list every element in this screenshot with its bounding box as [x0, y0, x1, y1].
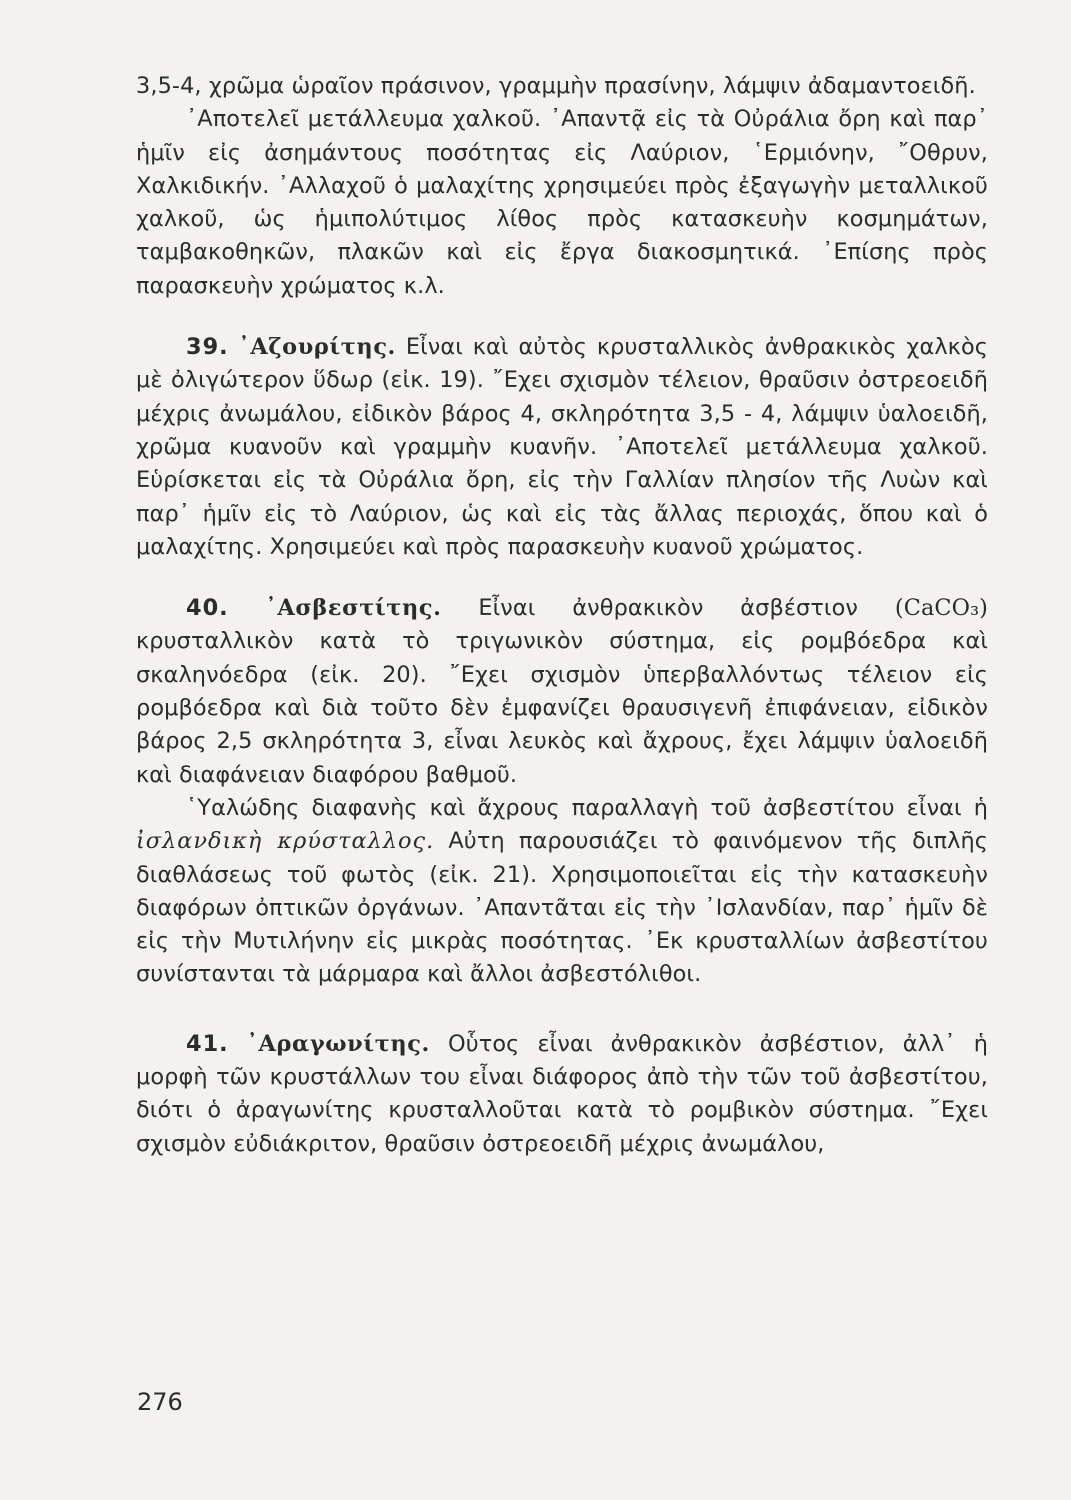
- section-39-paragraph: [136, 331, 988, 564]
- section-40-term: ᾿Ασβεστίτης.: [265, 595, 442, 622]
- section-gap: [136, 992, 988, 1028]
- section-40-text-before: Εἶναι ἀνθρακικὸν ἀσβέστιον: [478, 595, 858, 622]
- section-40-paragraph-2: [136, 792, 988, 992]
- section-40-p2-after: Αὐτη παρουσιάζει τὸ φαινόμενον τῆς διπλῆς διαθλάσεως τοῦ φωτὸς (εἰκ. 21). Χρησιμοποιεῖται εἰς τὴν κατασκευὴν διαφόρων ὀπτικῶν ὀργάνων. ᾿Απαντᾶται εἰς τὴν ᾿Ισλανδίαν, παρ᾿ ἡμῖν δὲ εἰς τὴν Μυτιλήνην εἰς μικρὰς ποσότητας. ᾿Εκ κρυσταλλίων ἀσβεστίτου συνίστανται τὰ μάρμαρα καὶ ἄλλοι ἀσβεστόλιθοι.: [136, 828, 989, 988]
- page-number: 276: [137, 1388, 183, 1416]
- page-body: [136, 70, 988, 1161]
- section-41-text: Οὗτος εἶναι ἀνθρακικὸν ἀσβέστιον, ἀλλ᾿ ἡ μορφὴ τῶν κρυστάλλων του εἶναι διάφορος ἀπὸ τὴν τῶν τοῦ ἀσβεστίτου, διότι ὁ ἀραγωνίτης κρυσταλλοῦται κατὰ τὸ ρομβικὸν σύστημα. ῎Εχει σχισμὸν εὐδιάκριτον, θραῦσιν ὀστρεοειδῆ μέχρις ἀνωμάλου,: [136, 1030, 989, 1157]
- intro-paragraph-2: [136, 103, 988, 303]
- section-gap: [136, 564, 988, 592]
- section-39-text: Εἶναι καὶ αὐτὸς κρυσταλλικὸς ἀνθρακικὸς χαλκὸς μὲ ὀλιγώτερον ὕδωρ (εἰκ. 19). ῎Εχει σχισμὸν τέλειον, θραῦσιν ὀστρεοειδῆ μέχρις ἀνωμάλου, εἰδικὸν βάρος 4, σκληρότητα 3,5 - 4, λάμψιν ὑαλοειδῆ, χρῶμα κυανοῦν καὶ γραμμὴν κυανῆν. ᾿Αποτελεῖ μετάλλευμα χαλκοῦ. Εὑρίσκεται εἰς τὰ Οὐράλια ὄρη, εἰς τὴν Γαλλίαν πλησίον τῆς Λυὼν καὶ παρ᾿ ἡμῖν εἰς τὸ Λαύριον, ὡς καὶ εἰς τὰς ἄλλας περιοχάς, ὅπου καὶ ὁ μαλαχίτης. Χρησιμεύει καὶ πρὸς παρασκευὴν κυανοῦ χρώματος.: [136, 334, 989, 560]
- section-40-italic-term: ἰσλανδικὴ κρύσταλλος.: [136, 828, 435, 855]
- section-40-paragraph-1: [136, 592, 988, 792]
- section-39-term: ᾿Αζουρίτης.: [238, 334, 396, 361]
- intro-paragraph-1: [136, 70, 988, 103]
- section-40-p2-before: ῾Υαλώδης διαφανὴς καὶ ἄχρους παραλλαγὴ τοῦ ἀσβεστίτου εἶναι ἡ: [186, 794, 988, 821]
- intro-text-1: 3,5-4, χρῶμα ὡραῖον πράσινον, γραμμὴν πρασίνην, λάμψιν ἀδαμαντοειδῆ.: [136, 73, 976, 99]
- section-41-number: 41.: [186, 1030, 229, 1057]
- section-40-formula: (CaCO₃): [894, 595, 988, 622]
- section-41-term: ᾿Αραγωνίτης.: [246, 1030, 430, 1057]
- intro-text-2: ᾿Αποτελεῖ μετάλλευμα χαλκοῦ. ᾿Απαντᾷ εἰς τὰ Οὐράλια ὄρη καὶ παρ᾿ ἡμῖν εἰς ἀσημάντους ποσότητας εἰς Λαύριον, ῾Ερμιόνην, ῎Οθρυν, Χαλκιδικήν. ᾿Αλλαχοῦ ὁ μαλαχίτης χρησιμεύει πρὸς ἐξαγωγὴν μεταλλικοῦ χαλκοῦ, ὡς ἡμιπολύτιμος λίθος πρὸς κατασκευὴν κοσμημάτων, ταμβακοθηκῶν, πλακῶν καὶ εἰς ἔργα διακοσμητικά. ᾿Επίσης πρὸς παρασκευὴν χρώματος κ.λ.: [136, 106, 988, 299]
- section-41-paragraph: [136, 1028, 988, 1161]
- section-gap: [136, 303, 988, 331]
- section-40-number: 40.: [186, 595, 229, 622]
- section-40-text-after: κρυσταλλικὸν κατὰ τὸ τριγωνικὸν σύστημα, εἰς ρομβόεδρα καὶ σκαληνόεδρα (εἰκ. 20). ῎Εχει σχισμὸν ὑπερβαλλόντως τέλειον εἰς ρομβόεδρα καὶ διὰ τοῦτο δὲν ἐμφανίζει θραυσιγενῆ ἐπιφάνειαν, εἰδικὸν βάρος 2,5 σκληρότητα 3, εἶναι λευκὸς καὶ ἄχρους, ἔχει λάμψιν ὑαλοειδῆ καὶ διαφάνειαν διαφόρου βαθμοῦ.: [136, 628, 988, 788]
- section-39-number: 39.: [186, 334, 229, 361]
